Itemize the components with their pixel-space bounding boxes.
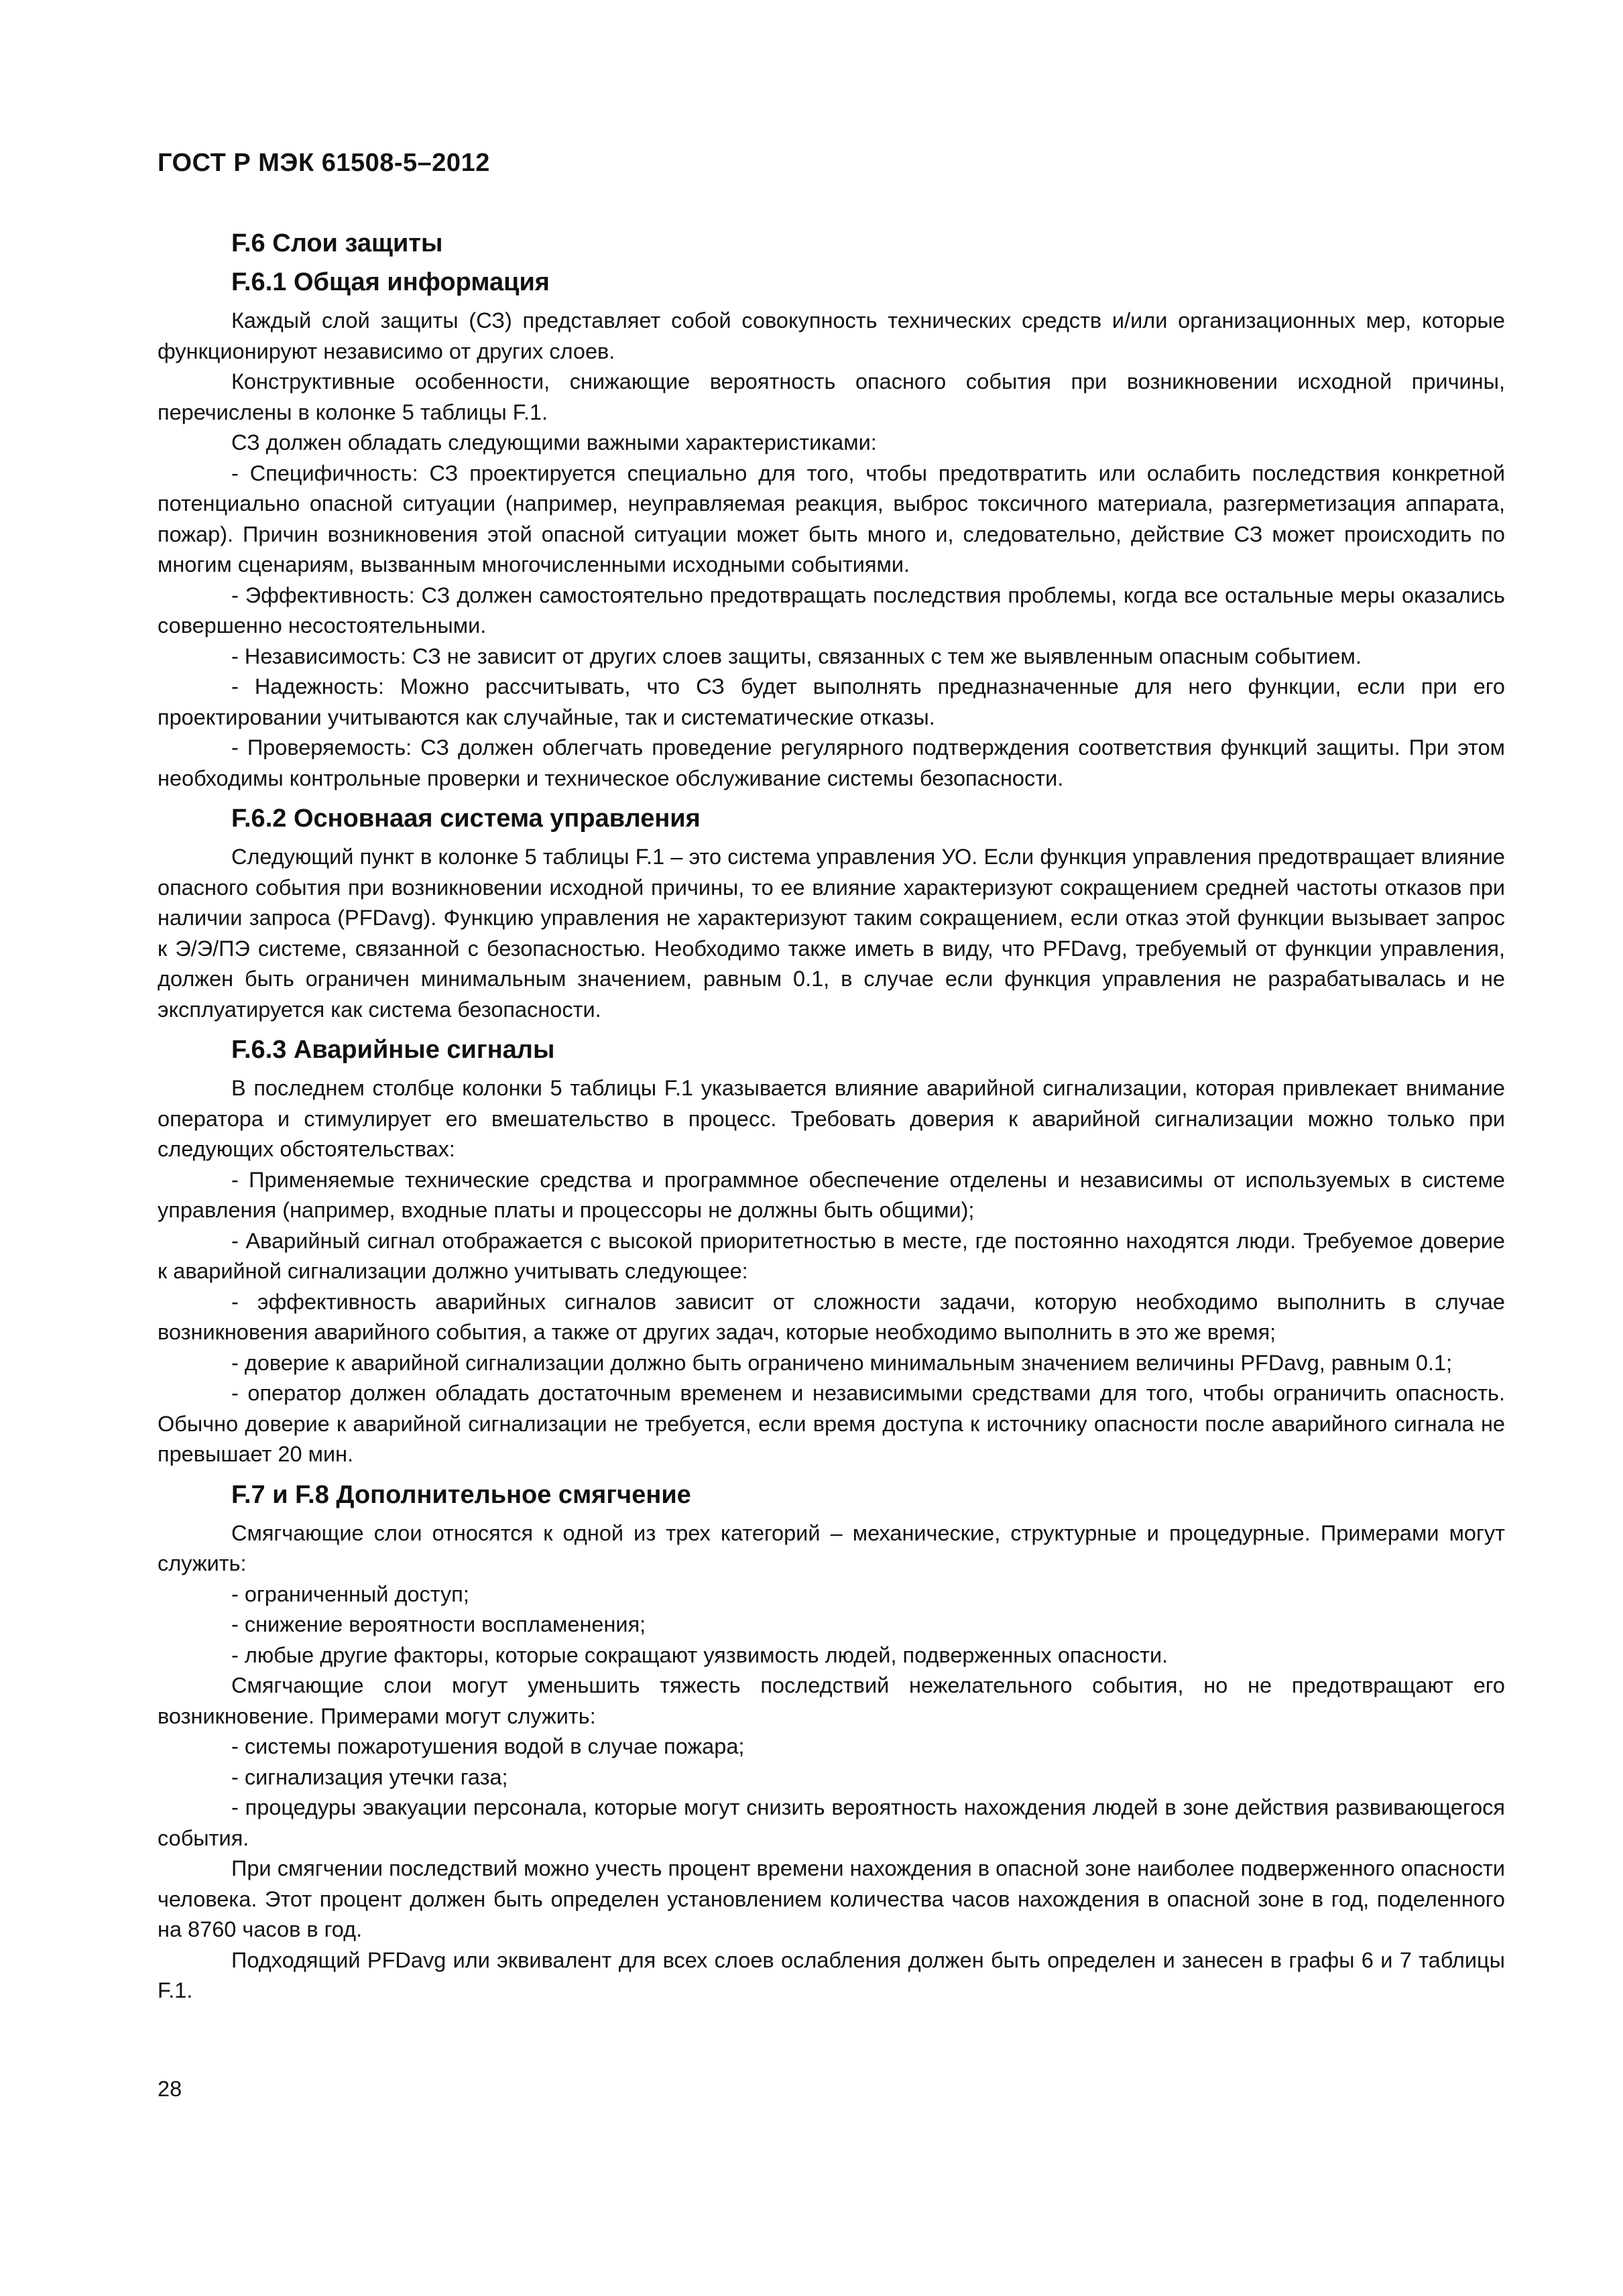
list-item: - сигнализация утечки газа; (231, 1764, 508, 1789)
list-item: - любые другие факторы, которые сокращают уязвимость людей, подверженных опасности. (231, 1642, 1168, 1667)
paragraph: Смягчающие слои относятся к одной из трех категорий – механические, структурные и процедурные. Примерами могут служить: (158, 1520, 1505, 1575)
paragraph: Подходящий PFDavg или эквивалент для всех слоев ослабления должен быть определен и занесен в графы 6 и 7 таблицы F.1. (158, 1947, 1505, 2002)
list-item: - Независимость: СЗ не зависит от других слоев защиты, связанных с тем же выявленным опасным событием. (231, 644, 1362, 668)
list-item: - процедуры эвакуации персонала, которые могут снизить вероятность нахождения людей в зоне действия развивающегося события. (158, 1795, 1505, 1850)
section-title-f7-f8: F.7 и F.8 Дополнительное смягчение (231, 1480, 691, 1509)
paragraph: При смягчении последствий можно учесть процент времени нахождения в опасной зоне наиболее подверженного опасности человека. Этот процент должен быть определен установлением количества часов нахождения в опасной зоне в год, поделенного на 8760 часов в год. (158, 1856, 1505, 1941)
document-header: ГОСТ Р МЭК 61508-5–2012 (158, 149, 490, 177)
list-item: - оператор должен обладать достаточным временем и независимыми средствами для того, чтобы ограничить опасность. Обычно доверие к аварийной сигнализации не требуется, если время доступа к источнику опасности после аварийного сигнала не превышает 20 мин. (158, 1381, 1505, 1466)
list-item: - доверие к аварийной сигнализации должно быть ограничено минимальным значением величины PFDavg, равным 0.1; (231, 1350, 1453, 1375)
list-item: - Проверяемость: СЗ должен облегчать проведение регулярного подтверждения соответствия функций защиты. При этом необходимы контрольные проверки и техническое обслуживание системы безопасности. (158, 735, 1505, 790)
paragraph: Смягчающие слои могут уменьшить тяжесть последствий нежелательного события, но не предотвращают его возникновение. Примерами могут служить: (158, 1673, 1505, 1728)
paragraph: Следующий пункт в колонке 5 таблицы F.1 – это система управления УО. Если функция управления предотвращает влияние опасного события при возникновении исходной причины, то ее влияние характеризуют сокращением средней частоты отказов при наличии запроса (PFDavg). Функцию управления не характеризуют таким сокращением, если отказ этой функции вызывает запрос к Э/Э/ПЭ системе, связанной с безопасностью. Необходимо также иметь в виду, что PFDavg, требуемый от функции управления, должен быть ограничен минимальным значением, равным 0.1, в случае если функция управления не разрабатывалась и не эксплуатируется как система безопасности. (158, 845, 1505, 1022)
list-item: - ограниченный доступ; (231, 1581, 469, 1606)
list-item: - Специфичность: СЗ проектируется специально для того, чтобы предотвратить или ослабить последствия конкретной потенциально опасной ситуации (например, неуправляемая реакция, выброс токсичного материала, разгерметизация аппарата, пожар). Причин возникновения этой опасной ситуации может быть много и, следовательно, действие СЗ может происходить по многим сценариям, вызванным многочисленными исходными событиями. (158, 461, 1505, 577)
page-number: 28 (158, 2077, 182, 2101)
list-item: - Эффективность: СЗ должен самостоятельно предотвращать последствия проблемы, когда все остальные меры оказались совершенно несостоятельными. (158, 583, 1505, 638)
document-body (158, 228, 1505, 2006)
section-title-f6-3: F.6.3 Аварийные сигналы (231, 1036, 555, 1064)
list-item: - Применяемые технические средства и программное обеспечение отделены и независимы от используемых в системе управления (например, входные платы и процессоры не должны быть общими); (158, 1167, 1505, 1222)
paragraph: СЗ должен обладать следующими важными характеристиками: (231, 430, 877, 455)
list-item: - снижение вероятности воспламенения; (231, 1612, 646, 1636)
list-item: - эффективность аварийных сигналов зависит от сложности задачи, которую необходимо выполнить в случае возникновения аварийного события, а также от других задач, которые необходимо выполнить в это же время; (158, 1289, 1505, 1344)
section-title-f6-2: F.6.2 Основнаая система управления (231, 804, 701, 833)
paragraph: Конструктивные особенности, снижающие вероятность опасного события при возникновении исходной причины, перечислены в колонке 5 таблицы F.1. (158, 369, 1505, 424)
paragraph: В последнем столбце колонки 5 таблицы F.1 указывается влияние аварийной сигнализации, которая привлекает внимание оператора и стимулирует его вмешательство в процесс. Требовать доверия к аварийной сигнализации можно только при следующих обстоятельствах: (158, 1076, 1505, 1161)
section-title-f6: F.6 Слои защиты (231, 229, 443, 257)
list-item: - Аварийный сигнал отображается с высокой приоритетностью в месте, где постоянно находятся люди. Требуемое доверие к аварийной сигнализации должно учитывать следующее: (158, 1228, 1505, 1283)
paragraph: Каждый слой защиты (СЗ) представляет собой совокупность технических средств и/или организационных мер, которые функционируют независимо от других слоев. (158, 308, 1505, 363)
list-item: - Надежность: Можно рассчитывать, что СЗ будет выполнять предназначенные для него функции, если при его проектировании учитываются как случайные, так и систематические отказы. (158, 674, 1505, 729)
section-title-f6-1: F.6.1 Общая информация (231, 268, 550, 296)
list-item: - системы пожаротушения водой в случае пожара; (231, 1734, 745, 1758)
